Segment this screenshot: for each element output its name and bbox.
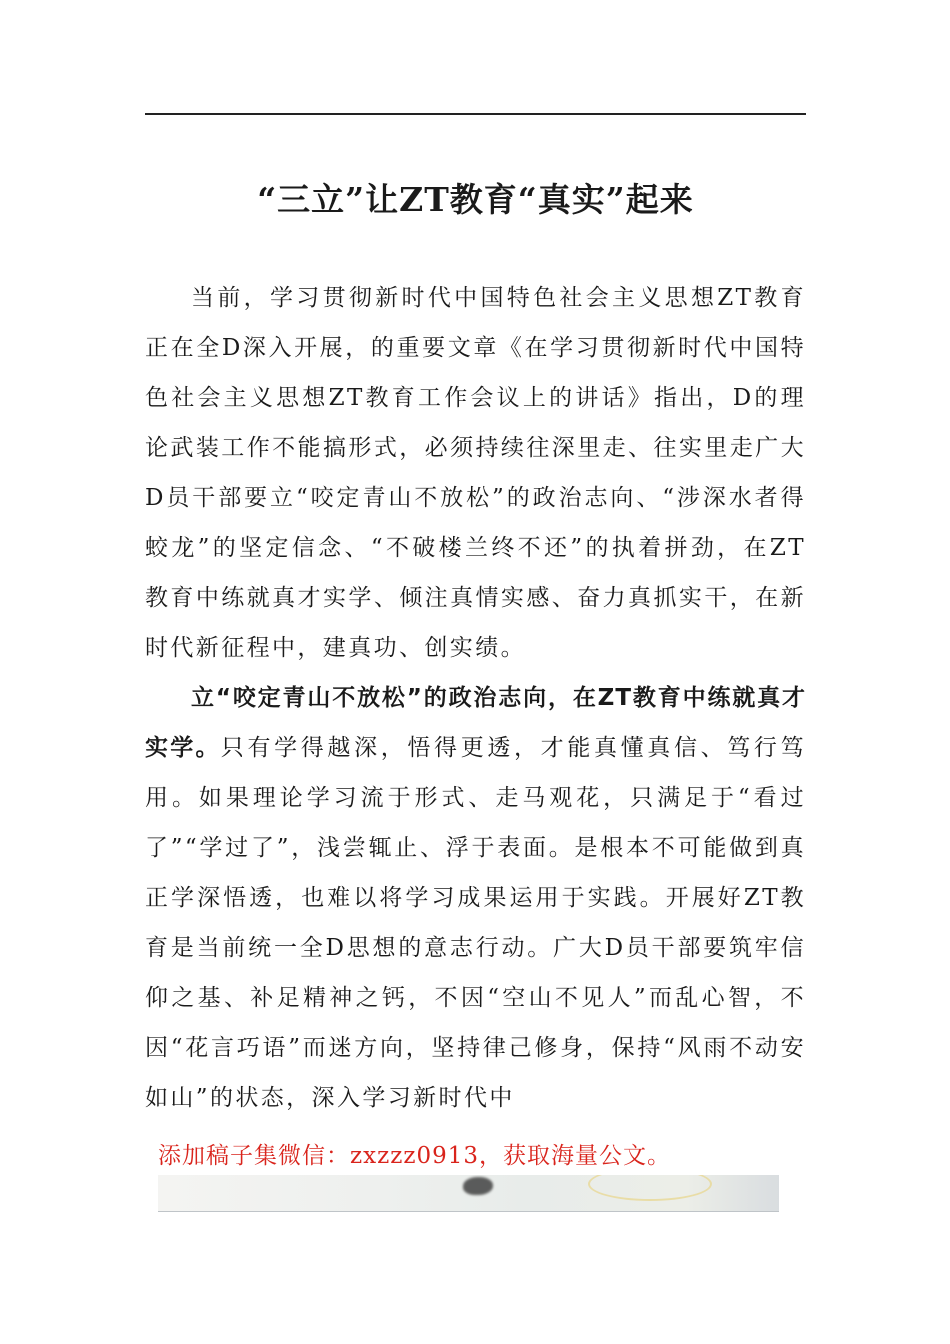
header-rule [145, 113, 806, 115]
article-body [145, 273, 806, 1123]
section-paragraph [145, 673, 806, 1123]
swirl-graphic [588, 1175, 712, 1201]
article-title: “三立”让ZT教育“真实”起来 [257, 180, 694, 219]
intro-paragraph: 当前，学习贯彻新时代中国特色社会主义思想ZT教育正在全D深入开展，的重要文章《在学习贯彻新时代中国特色社会主义思想ZT教育工作会议上的讲话》指出，D的理论武装工作不能搞形式，必须持续往深里走、往实里走广大D员干部要立“咬定青山不放松”的政治志向、“涉深水者得蛟龙”的坚定信念、“不破楼兰终不还”的执着拼劲，在ZT教育中练就真才实学、倾注真情实感、奋力真抓实干，在新时代新征程中，建真功、创实绩。 [145, 285, 806, 661]
wechat-promo-text: 添加稿子集微信：zxzzz0913，获取海量公文。 [158, 1143, 671, 1169]
ink-blot-graphic [463, 1177, 493, 1195]
section-body: 只有学得越深，悟得更透，才能真懂真信、笃行笃用。如果理论学习流于形式、走马观花，只满足于“看过了”“学过了”，浅尝辄止、浮于表面。是根本不可能做到真正学深悟透，也难以将学习成果运用于实践。开展好ZT教育是当前统一全D思想的意志行动。广大D员干部要筑牢信仰之基、补足精神之钙，不因“空山不见人”而乱心智，不因“花言巧语”而迷方向，坚持律己修身，保持“风雨不动安如山”的状态，深入学习新时代中 [145, 735, 806, 1111]
section-heading: 立“咬定青山不放松”的政治志向，在ZT教育中练就真才实学。 [145, 685, 806, 761]
footer-decorative-image [158, 1175, 779, 1212]
